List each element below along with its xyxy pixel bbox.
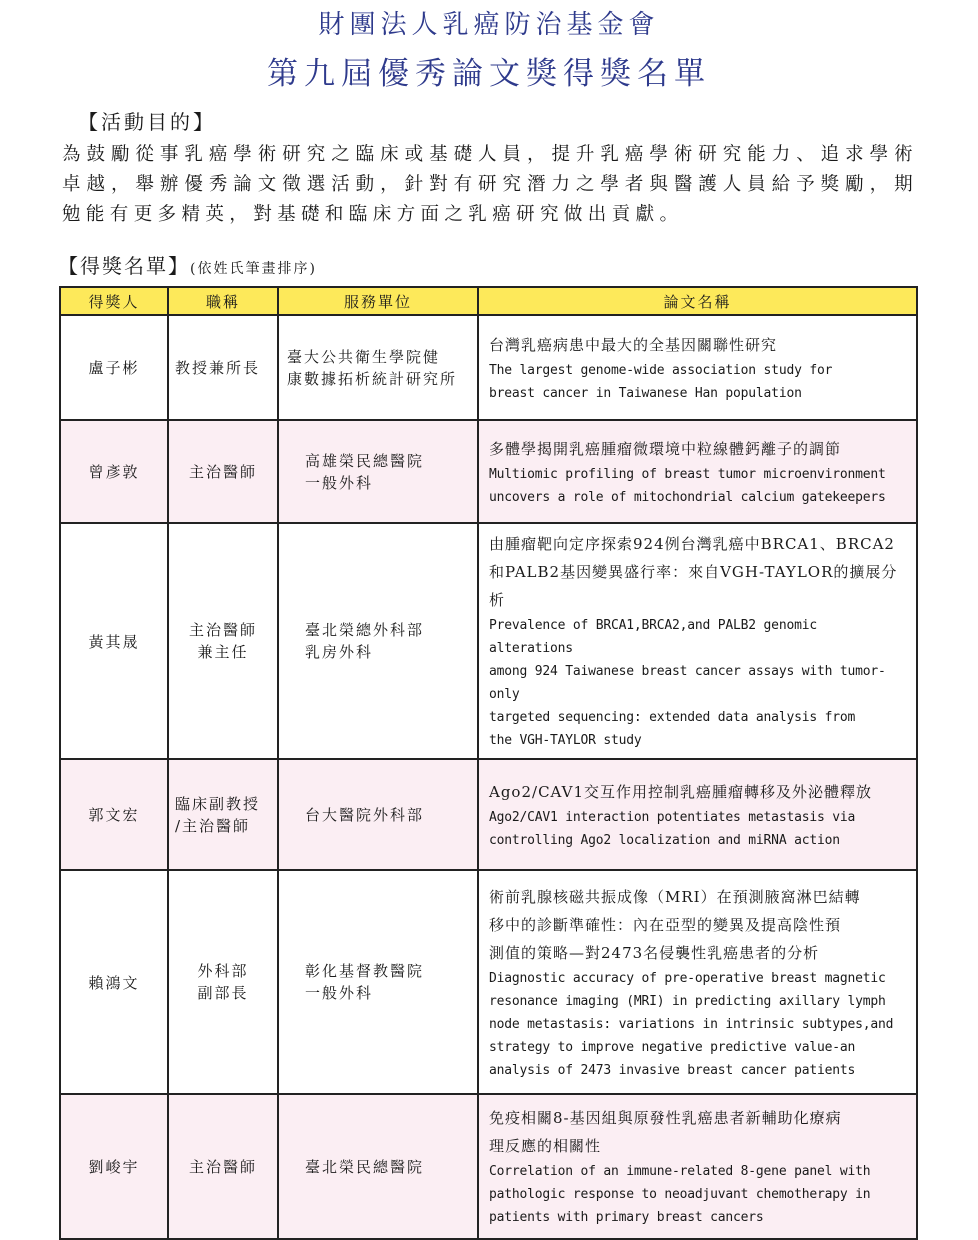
position-line: 兼主任 [197,643,249,661]
paper-title [478,523,917,759]
paper-title-en-line: pathologic response to neoadjuvant chemotherapy in [489,1187,871,1202]
affiliation-line: 臺北榮總外科部 [305,621,425,639]
position-line: 主治醫師 [188,462,257,481]
paper-title-zh-line: 測值的策略—對2473名侵襲性乳癌患者的分析 [489,943,820,962]
position-line: 教授兼所長 [175,358,261,377]
purpose-heading: 【活動目的】 [78,110,216,134]
affiliation-line: 彰化基督教醫院 [305,962,425,980]
awardee-name: 賴鴻文 [60,870,168,1094]
table-row [60,315,917,420]
awards-sort-note: (依姓氏筆畫排序) [190,261,317,277]
paper-title-zh-line: Ago2/CAV1交互作用控制乳癌腫瘤轉移及外泌體釋放 [489,782,873,801]
awardee-affiliation [278,759,478,870]
awards-table [59,286,918,1240]
awardee-affiliation [278,420,478,523]
awardee-name: 曾彥敦 [60,420,168,523]
paper-title-en-line: controlling Ago2 localization and miRNA action [489,832,840,848]
paper-title [478,759,917,870]
position-line: 主治醫師 [188,621,257,639]
paper-title-en-line: Correlation of an immune-related 8-gene panel with [489,1164,871,1179]
paper-title-en-line: analysis of 2473 invasive breast cancer patients [489,1062,856,1078]
col-header-name: 得獎人 [60,287,168,315]
paper-title [478,420,917,523]
col-header-paper: 論文名稱 [478,287,917,315]
awardee-affiliation [278,870,478,1094]
table-row [60,420,917,523]
awardee-position [168,315,278,420]
awardee-affiliation [278,523,478,759]
paper-title-en-line: targeted sequencing: extended data analysis from [489,710,856,725]
affiliation-line: 康數據拓析統計研究所 [287,369,458,388]
paper-title-en-line: Ago2/CAV1 interaction potentiates metastasis via [489,809,856,825]
paper-title-en-line: Prevalence of BRCA1,BRCA2,and PALB2 genomic alterations [489,618,817,656]
paper-title [478,870,917,1094]
paper-title-zh-line: 和PALB2基因變異盛行率：來自VGH-TAYLOR的擴展分析 [489,563,898,609]
awardee-name: 盧子彬 [60,315,168,420]
affiliation-line: 高雄榮民總醫院 [305,451,425,470]
position-line: 外科部 [197,962,249,980]
paper-title-zh-line: 免疫相關8-基因組與原發性乳癌患者新輔助化療病 [489,1109,842,1127]
paper-title-en-line: node metastasis: variations in intrinsic subtypes,and [489,1016,894,1032]
table-row [60,759,917,870]
awardee-name: 黃其晟 [60,523,168,759]
awardee-position [168,420,278,523]
position-line: 主治醫師 [188,1157,257,1176]
paper-title-en-line: among 924 Taiwanese breast cancer assays with tumor-only [489,664,886,702]
table-row [60,1094,917,1239]
awards-heading-label: 【得獎名單】 [58,254,190,278]
awardee-affiliation [278,1094,478,1239]
paper-title-zh-line: 多體學揭開乳癌腫瘤微環境中粒線體鈣離子的調節 [489,439,842,458]
awardee-affiliation [278,315,478,420]
affiliation-line: 臺北榮民總醫院 [305,1157,425,1176]
table-row [60,870,917,1094]
position-line: 臨床副教授 [175,794,261,813]
awardee-position [168,759,278,870]
paper-title-en-line: the VGH-TAYLOR study [489,733,642,748]
col-header-unit: 服務單位 [278,287,478,315]
paper-title-en-line: resonance imaging (MRI) in predicting axillary lymph [489,993,886,1009]
affiliation-line: 一般外科 [305,473,374,492]
awardee-position [168,523,278,759]
paper-title-en-line: patients with primary breast cancers [489,1210,764,1225]
paper-title-en-line: uncovers a role of mitochondrial calcium gatekeepers [489,489,886,505]
paper-title-en-line: strategy to improve negative predictive value-an [489,1039,856,1055]
purpose-text: 為鼓勵從事乳癌學術研究之臨床或基礎人員，提升乳癌學術研究能力、追求學術卓越，舉辦優秀論文徵選活動，針對有研究潛力之學者與醫護人員給予獎勵，期勉能有更多精英，對基礎和臨床方面之乳癌研究做出貢獻。 [62,144,918,225]
awardee-position [168,1094,278,1239]
table-header-row [60,287,917,315]
paper-title-zh-line: 台灣乳癌病患中最大的全基因關聯性研究 [489,335,778,354]
affiliation-line: 乳房外科 [305,643,374,661]
paper-title-zh-line: 術前乳腺核磁共振成像（MRI）在預測腋窩淋巴結轉 [489,887,861,906]
affiliation-line: 台大醫院外科部 [305,805,425,824]
awards-heading [58,250,317,279]
affiliation-line: 臺大公共衛生學院健 [287,347,441,366]
paper-title-en-line: The largest genome-wide association study for [489,362,833,378]
paper-title-zh-line: 由腫瘤靶向定序探索924例台灣乳癌中BRCA1、BRCA2 [489,535,895,553]
paper-title-en-line: breast cancer in Taiwanese Han population [489,385,802,401]
paper-title [478,315,917,420]
paper-title-zh-line: 理反應的相關性 [489,1137,602,1155]
table-row [60,523,917,759]
awardee-name: 劉峻宇 [60,1094,168,1239]
col-header-title: 職稱 [168,287,278,315]
awardee-name: 郭文宏 [60,759,168,870]
award-title: 第九屆優秀論文獎得獎名單 [267,56,711,92]
paper-title-en-line: Multiomic profiling of breast tumor microenvironment [489,466,886,482]
position-line: 副部長 [197,984,249,1002]
paper-title-en-line: Diagnostic accuracy of pre-operative breast magnetic [489,970,886,986]
position-line: /主治醫師 [175,816,251,835]
paper-title [478,1094,917,1239]
paper-title-zh-line: 移中的診斷準確性：內在亞型的變異及提高陰性預 [489,915,842,934]
affiliation-line: 一般外科 [305,984,374,1002]
foundation-title: 財團法人乳癌防治基金會 [318,10,660,40]
awardee-position [168,870,278,1094]
